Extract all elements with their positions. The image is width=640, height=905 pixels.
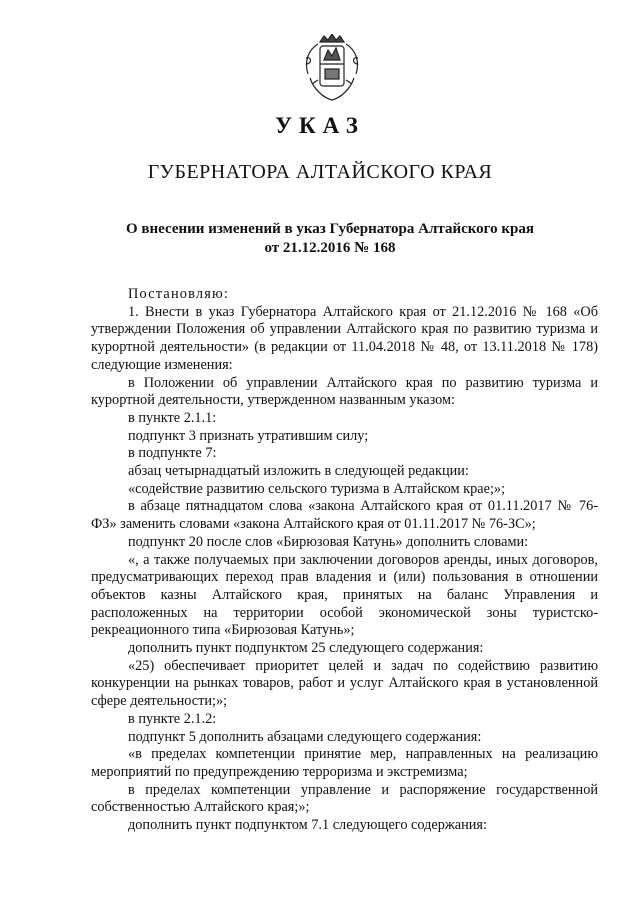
document-heading — [0, 220, 640, 258]
paragraph: «в пределах компетенции принятие мер, направленных на реализацию мероприятий по предупреждению терроризма и экстремизма; — [91, 746, 598, 780]
paragraph: «25) обеспечивает приоритет целей и задач по содействию развитию конкуренции на рынках товаров, работ и услуг Алтайского края в установленной сфере деятельности;»; — [91, 657, 598, 710]
paragraph: дополнить пункт подпунктом 25 следующего содержания: — [128, 640, 484, 657]
paragraph: подпункт 3 признать утратившим силу; — [128, 427, 369, 444]
paragraph: в пункте 2.1.1: — [128, 409, 217, 426]
paragraph: «, а также получаемых при заключении договоров аренды, иных договоров, предусматривающих переход прав владения и (или) пользования в отношении объектов казны Алтайского края, принятых на баланс Управления и расположенных на территории особой экономической зоны туристско-рекреационного типа «Бирюзовая Катунь»; — [91, 551, 598, 639]
paragraph: в абзаце пятнадцатом слова «закона Алтайского края от 01.11.2017 № 76-ФЗ» заменить словами «закона Алтайского края от 01.11.2017 № 76-ЗС»; — [91, 498, 598, 533]
coat-of-arms-emblem — [298, 34, 366, 104]
paragraph-preamble: Постановляю: — [128, 286, 230, 302]
heading-line-2: от 21.12.2016 № 168 — [264, 240, 396, 256]
heading-line-1: О внесении изменений в указ Губернатора Алтайского края — [126, 221, 534, 237]
paragraph: подпункт 20 после слов «Бирюзовая Катунь» дополнить словами: — [128, 533, 529, 550]
paragraph: абзац четырнадцатый изложить в следующей редакции: — [128, 463, 469, 480]
coat-of-arms-icon — [298, 34, 366, 104]
document-body — [91, 286, 598, 835]
document-title: УКАЗ — [275, 113, 365, 138]
paragraph: подпункт 5 дополнить абзацами следующего содержания: — [128, 728, 482, 745]
paragraph: в подпункте 7: — [128, 445, 217, 462]
document-subtitle: ГУБЕРНАТОРА АЛТАЙСКОГО КРАЯ — [147, 161, 493, 183]
paragraph: в пункте 2.1.2: — [128, 710, 217, 727]
paragraph: в пределах компетенции управление и распоряжение государственной собственностью Алтайского края;»; — [91, 781, 598, 816]
paragraph: «содействие развитию сельского туризма в Алтайском крае;»; — [128, 480, 506, 497]
paragraph: 1. Внести в указ Губернатора Алтайского края от 21.12.2016 № 168 «Об утверждении Положения об управлении Алтайского края по развитию туризма и курортной деятельности» (в редакции от 11.04.2018 № 48, от 13.11.2018 № 178) следующие изменения: — [91, 303, 598, 373]
paragraph: дополнить пункт подпунктом 7.1 следующего содержания: — [128, 817, 487, 834]
paragraph: в Положении об управлении Алтайского края по развитию туризма и курортной деятельности, утвержденном названным указом: — [91, 374, 598, 409]
